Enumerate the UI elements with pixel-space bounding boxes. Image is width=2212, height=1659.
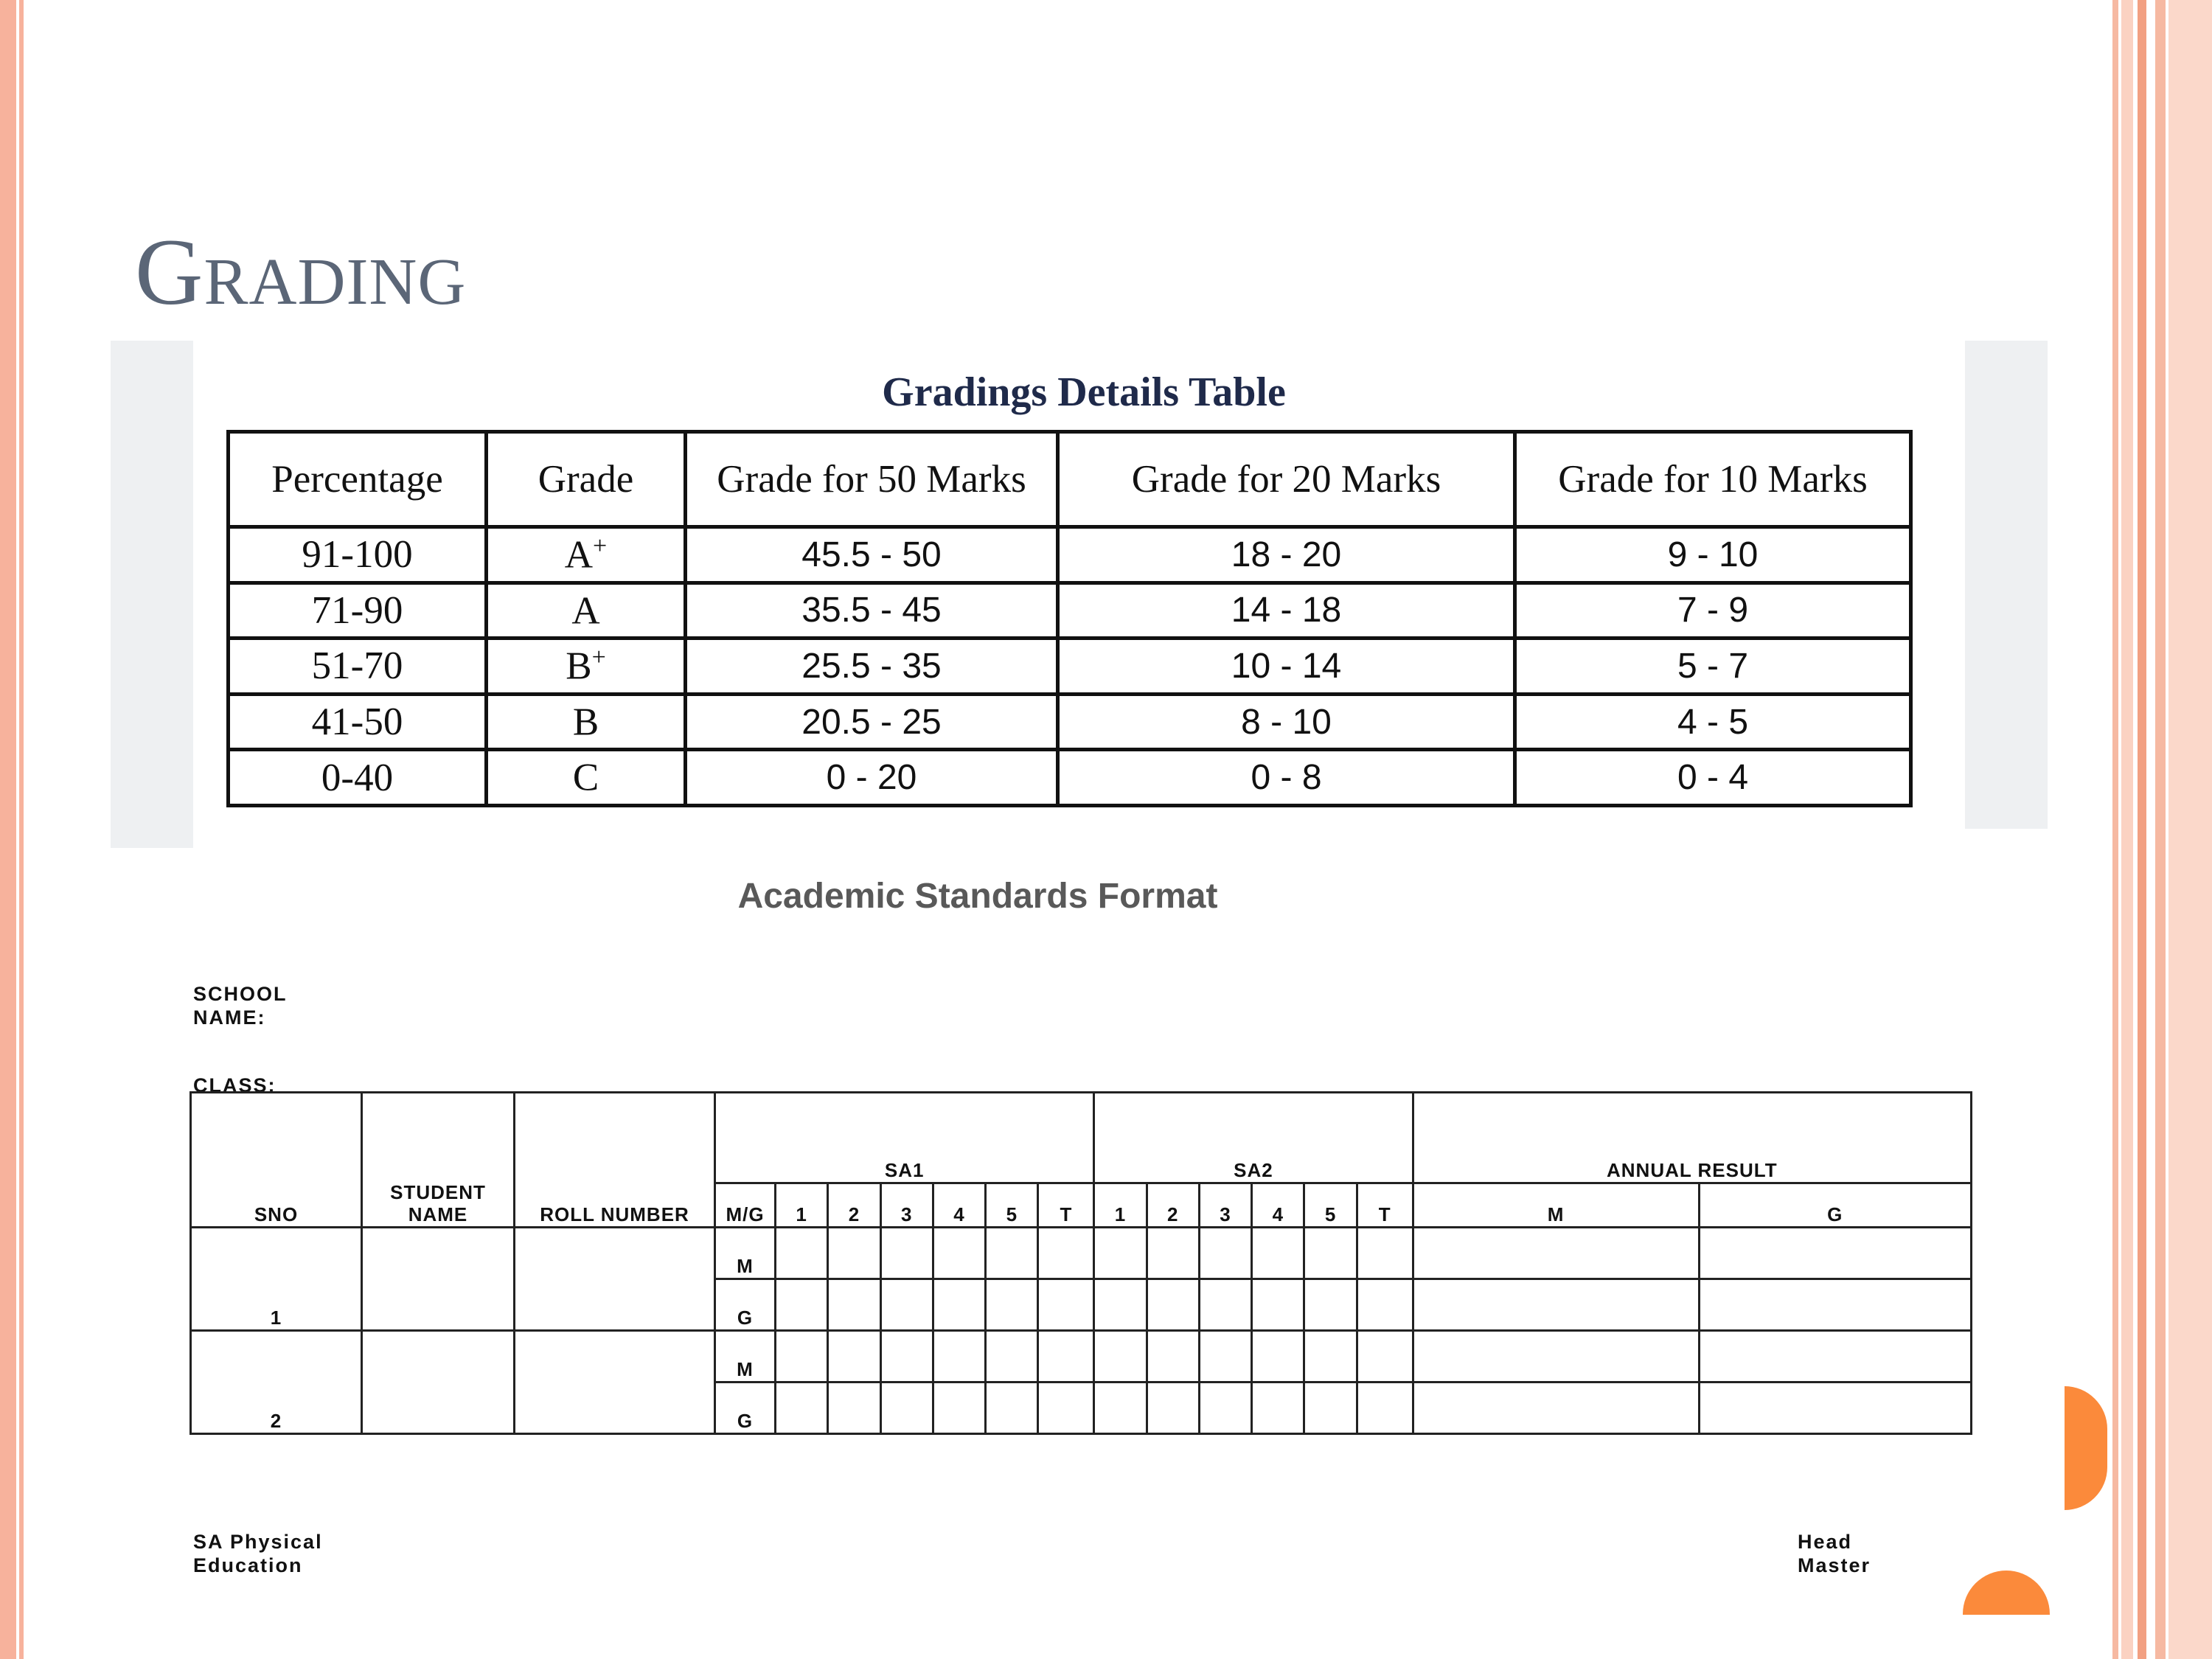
grading-row bbox=[229, 639, 1911, 695]
marks-cell bbox=[1038, 1228, 1094, 1279]
grade-plus: + bbox=[593, 532, 608, 560]
academic-standards-table bbox=[189, 1091, 1972, 1435]
grade-cell bbox=[986, 1279, 1038, 1331]
grade-10-cell: 0 - 4 bbox=[1515, 750, 1911, 806]
grade-cell bbox=[1199, 1279, 1251, 1331]
grade-cell bbox=[1699, 1279, 1971, 1331]
header-annual-result: ANNUAL RESULT bbox=[1413, 1093, 1971, 1183]
left-border-line bbox=[19, 0, 24, 1659]
right-decorative-stripes bbox=[2112, 0, 2212, 1659]
marks-cell bbox=[1199, 1228, 1251, 1279]
header-mg: M/G bbox=[715, 1183, 776, 1228]
percentage-cell: 51-70 bbox=[229, 639, 487, 695]
grade-cell bbox=[986, 1382, 1038, 1434]
grade-50-cell: 20.5 - 25 bbox=[686, 694, 1058, 750]
marks-cell bbox=[1094, 1331, 1147, 1382]
header-sa2-col: 5 bbox=[1304, 1183, 1357, 1228]
decorative-orange-circle bbox=[2065, 1386, 2107, 1510]
grade-cell bbox=[1413, 1279, 1699, 1331]
header-grade-20: Grade for 20 Marks bbox=[1058, 432, 1515, 527]
mg-marks-cell: M bbox=[715, 1228, 776, 1279]
left-border bbox=[0, 0, 16, 1659]
marks-cell bbox=[828, 1331, 880, 1382]
image-margin-left bbox=[111, 341, 193, 848]
grade-letter: C bbox=[572, 757, 599, 800]
grade-cell bbox=[487, 694, 686, 750]
marks-cell bbox=[933, 1331, 985, 1382]
grading-row bbox=[229, 694, 1911, 750]
grade-letter: A bbox=[571, 589, 600, 633]
grade-cell bbox=[487, 582, 686, 639]
sno-cell: 1 bbox=[191, 1228, 362, 1331]
header-grade-50: Grade for 50 Marks bbox=[686, 432, 1058, 527]
header-sa1-col: 1 bbox=[776, 1183, 828, 1228]
grade-letter: B bbox=[572, 700, 599, 744]
header-annual-col: G bbox=[1699, 1183, 1971, 1228]
marks-cell bbox=[933, 1228, 985, 1279]
student-name-cell bbox=[362, 1331, 515, 1434]
marks-cell bbox=[986, 1331, 1038, 1382]
mg-grade-cell: G bbox=[715, 1279, 776, 1331]
roll-number-cell bbox=[515, 1228, 715, 1331]
grade-cell bbox=[880, 1279, 933, 1331]
marks-cell bbox=[1413, 1331, 1699, 1382]
grade-50-cell: 35.5 - 45 bbox=[686, 582, 1058, 639]
sno-cell: 2 bbox=[191, 1331, 362, 1434]
marks-cell bbox=[1147, 1228, 1199, 1279]
school-name-label: SCHOOL NAME: bbox=[193, 983, 288, 1029]
percentage-cell: 71-90 bbox=[229, 582, 487, 639]
grade-cell bbox=[776, 1382, 828, 1434]
header-sa2-col: 1 bbox=[1094, 1183, 1147, 1228]
marks-cell bbox=[1252, 1331, 1304, 1382]
grade-cell bbox=[776, 1279, 828, 1331]
marks-cell bbox=[776, 1331, 828, 1382]
grade-cell bbox=[1304, 1382, 1357, 1434]
header-sa1: SA1 bbox=[715, 1093, 1094, 1183]
grade-10-cell: 5 - 7 bbox=[1515, 639, 1911, 695]
grade-cell bbox=[828, 1382, 880, 1434]
grading-row bbox=[229, 750, 1911, 806]
grade-cell bbox=[1094, 1279, 1147, 1331]
grade-cell bbox=[1357, 1382, 1413, 1434]
footer-left-label: SA Physical Education bbox=[193, 1531, 323, 1577]
grade-10-cell: 7 - 9 bbox=[1515, 582, 1911, 639]
grading-details-table bbox=[226, 430, 1913, 807]
grading-table-title: Gradings Details Table bbox=[882, 369, 1286, 415]
grade-cell bbox=[1252, 1279, 1304, 1331]
decorative-orange-arc bbox=[1963, 1571, 2050, 1615]
grade-cell bbox=[933, 1382, 985, 1434]
marks-cell bbox=[986, 1228, 1038, 1279]
marks-cell bbox=[1038, 1331, 1094, 1382]
class-label: CLASS: bbox=[193, 1074, 276, 1096]
header-sa1-col: T bbox=[1038, 1183, 1094, 1228]
percentage-cell: 91-100 bbox=[229, 527, 487, 583]
grade-cell bbox=[487, 750, 686, 806]
grade-cell bbox=[1147, 1382, 1199, 1434]
grade-cell bbox=[487, 527, 686, 583]
header-sa1-col: 4 bbox=[933, 1183, 985, 1228]
marks-cell bbox=[828, 1228, 880, 1279]
grade-cell bbox=[880, 1382, 933, 1434]
footer-right-label: Head Master bbox=[1798, 1531, 1871, 1577]
grade-20-cell: 18 - 20 bbox=[1058, 527, 1515, 583]
header-roll-number: ROLL NUMBER bbox=[515, 1093, 715, 1228]
grade-cell bbox=[1038, 1279, 1094, 1331]
header-student-name: STUDENT NAME bbox=[362, 1093, 515, 1228]
grading-row bbox=[229, 582, 1911, 639]
grade-cell bbox=[933, 1279, 985, 1331]
grade-cell bbox=[487, 639, 686, 695]
header-annual-col: M bbox=[1413, 1183, 1699, 1228]
header-sno: SNO bbox=[191, 1093, 362, 1228]
grade-20-cell: 14 - 18 bbox=[1058, 582, 1515, 639]
grade-cell bbox=[1413, 1382, 1699, 1434]
header-sa1-col: 3 bbox=[880, 1183, 933, 1228]
marks-cell bbox=[1304, 1331, 1357, 1382]
grade-letter: A bbox=[564, 533, 594, 577]
grade-50-cell: 45.5 - 50 bbox=[686, 527, 1058, 583]
grade-cell bbox=[1199, 1382, 1251, 1434]
student-name-cell bbox=[362, 1228, 515, 1331]
grade-20-cell: 0 - 8 bbox=[1058, 750, 1515, 806]
marks-cell bbox=[1357, 1331, 1413, 1382]
marks-cell bbox=[1094, 1228, 1147, 1279]
percentage-cell: 0-40 bbox=[229, 750, 487, 806]
marks-cell bbox=[1147, 1331, 1199, 1382]
header-percentage: Percentage bbox=[229, 432, 487, 527]
header-sa2: SA2 bbox=[1094, 1093, 1413, 1183]
academic-format-title: Academic Standards Format bbox=[737, 877, 1218, 916]
grade-cell bbox=[1699, 1382, 1971, 1434]
grade-10-cell: 4 - 5 bbox=[1515, 694, 1911, 750]
grade-10-cell: 9 - 10 bbox=[1515, 527, 1911, 583]
percentage-cell: 41-50 bbox=[229, 694, 487, 750]
student-row-marks bbox=[191, 1228, 1972, 1279]
grade-50-cell: 0 - 20 bbox=[686, 750, 1058, 806]
grade-cell bbox=[1252, 1382, 1304, 1434]
marks-cell bbox=[1199, 1331, 1251, 1382]
header-sa2-col: 2 bbox=[1147, 1183, 1199, 1228]
grade-cell bbox=[1304, 1279, 1357, 1331]
marks-cell bbox=[1699, 1228, 1971, 1279]
marks-cell bbox=[1357, 1228, 1413, 1279]
header-sa1-col: 5 bbox=[986, 1183, 1038, 1228]
slide-title: Grading bbox=[135, 220, 467, 324]
grade-cell bbox=[1147, 1279, 1199, 1331]
header-sa2-col: T bbox=[1357, 1183, 1413, 1228]
grade-plus: + bbox=[591, 644, 606, 672]
student-row-marks bbox=[191, 1331, 1972, 1382]
grade-cell bbox=[1357, 1279, 1413, 1331]
marks-cell bbox=[1304, 1228, 1357, 1279]
grade-20-cell: 8 - 10 bbox=[1058, 694, 1515, 750]
grade-20-cell: 10 - 14 bbox=[1058, 639, 1515, 695]
grading-row bbox=[229, 527, 1911, 583]
header-sa2-col: 4 bbox=[1252, 1183, 1304, 1228]
mg-marks-cell: M bbox=[715, 1331, 776, 1382]
header-grade: Grade bbox=[487, 432, 686, 527]
header-sa2-col: 3 bbox=[1199, 1183, 1251, 1228]
marks-cell bbox=[880, 1228, 933, 1279]
grade-cell bbox=[1038, 1382, 1094, 1434]
marks-cell bbox=[1413, 1228, 1699, 1279]
marks-cell bbox=[1252, 1228, 1304, 1279]
marks-cell bbox=[1699, 1331, 1971, 1382]
roll-number-cell bbox=[515, 1331, 715, 1434]
mg-grade-cell: G bbox=[715, 1382, 776, 1434]
header-grade-10: Grade for 10 Marks bbox=[1515, 432, 1911, 527]
grade-cell bbox=[828, 1279, 880, 1331]
marks-cell bbox=[776, 1228, 828, 1279]
grade-letter: B bbox=[566, 644, 592, 688]
grade-50-cell: 25.5 - 35 bbox=[686, 639, 1058, 695]
acad-header-row-1 bbox=[191, 1093, 1972, 1183]
header-sa1-col: 2 bbox=[828, 1183, 880, 1228]
marks-cell bbox=[880, 1331, 933, 1382]
grading-header-row bbox=[229, 432, 1911, 527]
grade-cell bbox=[1094, 1382, 1147, 1434]
